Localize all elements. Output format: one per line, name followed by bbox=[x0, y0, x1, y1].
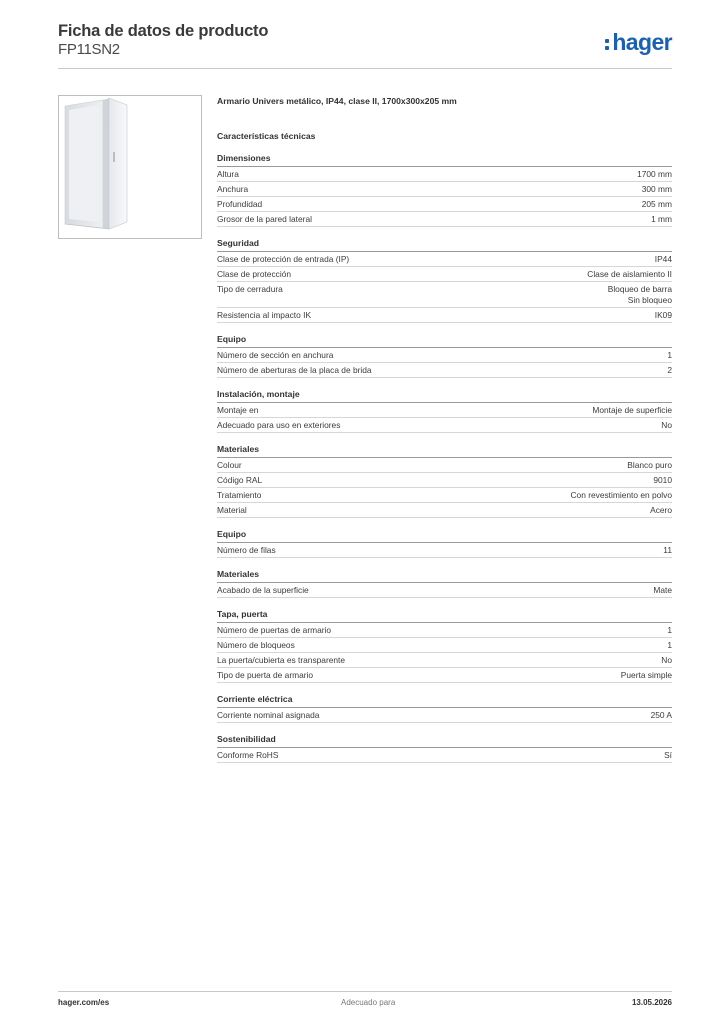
spec-value-line: No bbox=[661, 655, 672, 665]
spec-label: Número de filas bbox=[217, 545, 276, 555]
spec-row bbox=[217, 708, 672, 723]
product-specs bbox=[217, 95, 672, 763]
spec-value-line: Sin bloqueo bbox=[627, 295, 672, 305]
spec-row bbox=[217, 252, 672, 267]
spec-label: Resistencia al impacto IK bbox=[217, 310, 312, 320]
spec-label: Grosor de la pared lateral bbox=[217, 214, 312, 224]
section-title: Sostenibilidad bbox=[217, 734, 672, 748]
spec-row bbox=[217, 348, 672, 363]
spec-value-line: Puerta simple bbox=[620, 670, 672, 680]
spec-section bbox=[217, 444, 672, 518]
spec-value bbox=[667, 350, 672, 361]
spec-row bbox=[217, 167, 672, 182]
spec-value bbox=[667, 365, 672, 376]
spec-section bbox=[217, 153, 672, 227]
spec-label: Clase de protección bbox=[217, 269, 292, 279]
spec-value-line: Blanco puro bbox=[627, 460, 672, 470]
spec-value-line: 9010 bbox=[653, 475, 672, 485]
spec-label: Código RAL bbox=[217, 475, 263, 485]
spec-value-line: Clase de aislamiento II bbox=[587, 269, 672, 279]
spec-value bbox=[587, 269, 672, 280]
spec-value bbox=[653, 475, 672, 486]
spec-value bbox=[592, 405, 672, 416]
spec-section bbox=[217, 609, 672, 683]
product-reference: FP11SN2 bbox=[58, 41, 120, 58]
spec-label: Tipo de cerradura bbox=[217, 284, 283, 294]
spec-label: Número de sección en anchura bbox=[217, 350, 334, 360]
header-divider bbox=[58, 68, 672, 69]
spec-row bbox=[217, 418, 672, 433]
spec-value-line: Con revestimiento en polvo bbox=[570, 490, 672, 500]
spec-value bbox=[651, 710, 672, 721]
spec-value bbox=[571, 490, 673, 501]
spec-value bbox=[663, 545, 672, 556]
spec-value bbox=[651, 214, 672, 225]
spec-sections bbox=[217, 153, 672, 763]
spec-row bbox=[217, 543, 672, 558]
spec-row bbox=[217, 668, 672, 683]
spec-value-line: 2 bbox=[667, 365, 672, 375]
spec-label: Montaje en bbox=[217, 405, 259, 415]
spec-row bbox=[217, 403, 672, 418]
spec-value-line: 1700 mm bbox=[637, 169, 672, 179]
spec-value bbox=[650, 505, 672, 516]
spec-row bbox=[217, 197, 672, 212]
spec-value-line: Sí bbox=[664, 750, 672, 760]
spec-value-line: 1 bbox=[667, 625, 672, 635]
spec-value bbox=[661, 420, 672, 431]
section-title: Instalación, montaje bbox=[217, 389, 672, 403]
spec-value bbox=[608, 284, 672, 306]
document-title: Ficha de datos de producto bbox=[58, 22, 269, 40]
section-title: Equipo bbox=[217, 334, 672, 348]
spec-row bbox=[217, 458, 672, 473]
spec-label: Anchura bbox=[217, 184, 249, 194]
spec-value-line: Mate bbox=[653, 585, 672, 595]
spec-value-line: Acero bbox=[650, 505, 672, 515]
spec-section bbox=[217, 238, 672, 323]
spec-value bbox=[642, 199, 672, 210]
page-header bbox=[58, 21, 672, 59]
spec-value-line: 1 bbox=[667, 640, 672, 650]
spec-row bbox=[217, 583, 672, 598]
spec-section bbox=[217, 529, 672, 558]
spec-label: Acabado de la superficie bbox=[217, 585, 309, 595]
product-name: Armario Univers metálico, IP44, clase II, 1700x300x205 mm bbox=[217, 96, 457, 106]
spec-value bbox=[642, 184, 672, 195]
spec-section bbox=[217, 734, 672, 763]
spec-value-line: 250 A bbox=[650, 710, 672, 720]
spec-row bbox=[217, 638, 672, 653]
spec-value-line: IP44 bbox=[654, 254, 672, 264]
spec-label: Adecuado para uso en exteriores bbox=[217, 420, 341, 430]
spec-value-line: 1 bbox=[667, 350, 672, 360]
spec-value bbox=[655, 254, 672, 265]
section-title: Seguridad bbox=[217, 238, 672, 252]
spec-row bbox=[217, 473, 672, 488]
spec-label: Número de puertas de armario bbox=[217, 625, 332, 635]
spec-value bbox=[627, 460, 672, 471]
spec-value-line: Montaje de superficie bbox=[592, 405, 672, 415]
spec-value-line: 1 mm bbox=[651, 214, 672, 224]
spec-row bbox=[217, 212, 672, 227]
section-title: Corriente eléctrica bbox=[217, 694, 672, 708]
footer-divider bbox=[58, 991, 672, 992]
spec-label: Profundidad bbox=[217, 199, 263, 209]
spec-label: Altura bbox=[217, 169, 239, 179]
logo-dots-icon bbox=[605, 36, 611, 50]
technical-characteristics-heading: Características técnicas bbox=[217, 131, 316, 141]
spec-value-line: 205 mm bbox=[641, 199, 672, 209]
spec-row bbox=[217, 488, 672, 503]
spec-value bbox=[667, 625, 672, 636]
spec-value bbox=[661, 655, 672, 666]
spec-section bbox=[217, 569, 672, 598]
spec-value-line: No bbox=[661, 420, 672, 430]
footer-middle-text: Adecuado para bbox=[341, 998, 396, 1007]
spec-label: Colour bbox=[217, 460, 242, 470]
spec-value-line: 11 bbox=[663, 545, 672, 555]
spec-section bbox=[217, 334, 672, 378]
spec-row bbox=[217, 282, 672, 308]
section-title: Materiales bbox=[217, 444, 672, 458]
spec-row bbox=[217, 308, 672, 323]
spec-value-line: IK09 bbox=[654, 310, 672, 320]
spec-value bbox=[655, 310, 672, 321]
spec-row bbox=[217, 182, 672, 197]
product-image bbox=[58, 95, 202, 239]
section-title: Equipo bbox=[217, 529, 672, 543]
spec-section bbox=[217, 389, 672, 433]
spec-value bbox=[667, 640, 672, 651]
spec-value-line: Bloqueo de barra bbox=[607, 284, 672, 294]
spec-row bbox=[217, 267, 672, 282]
spec-label: La puerta/cubierta es transparente bbox=[217, 655, 346, 665]
spec-label: Tratamiento bbox=[217, 490, 262, 500]
spec-label: Número de aberturas de la placa de brida bbox=[217, 365, 372, 375]
page-footer bbox=[58, 998, 672, 1010]
spec-label: Tipo de puerta de armario bbox=[217, 670, 314, 680]
spec-value bbox=[621, 670, 672, 681]
spec-value-line: 300 mm bbox=[641, 184, 672, 194]
spec-label: Número de bloqueos bbox=[217, 640, 295, 650]
logo-text: hager bbox=[612, 29, 672, 55]
spec-row bbox=[217, 623, 672, 638]
spec-label: Clase de protección de entrada (IP) bbox=[217, 254, 350, 264]
footer-date: 13.05.2026 bbox=[631, 998, 672, 1007]
spec-label: Corriente nominal asignada bbox=[217, 710, 320, 720]
spec-row bbox=[217, 503, 672, 518]
spec-row bbox=[217, 748, 672, 763]
spec-value bbox=[653, 585, 672, 596]
section-title: Dimensiones bbox=[217, 153, 672, 167]
spec-label: Material bbox=[217, 505, 247, 515]
footer-website-link[interactable]: hager.com/es bbox=[58, 998, 110, 1007]
spec-row bbox=[217, 653, 672, 668]
spec-value bbox=[637, 169, 672, 180]
spec-value bbox=[664, 750, 672, 761]
white-metal-cabinet-icon bbox=[59, 96, 201, 238]
section-title: Materiales bbox=[217, 569, 672, 583]
spec-section bbox=[217, 694, 672, 723]
spec-row bbox=[217, 363, 672, 378]
hager-logo bbox=[605, 29, 672, 55]
spec-label: Conforme RoHS bbox=[217, 750, 279, 760]
section-title: Tapa, puerta bbox=[217, 609, 672, 623]
